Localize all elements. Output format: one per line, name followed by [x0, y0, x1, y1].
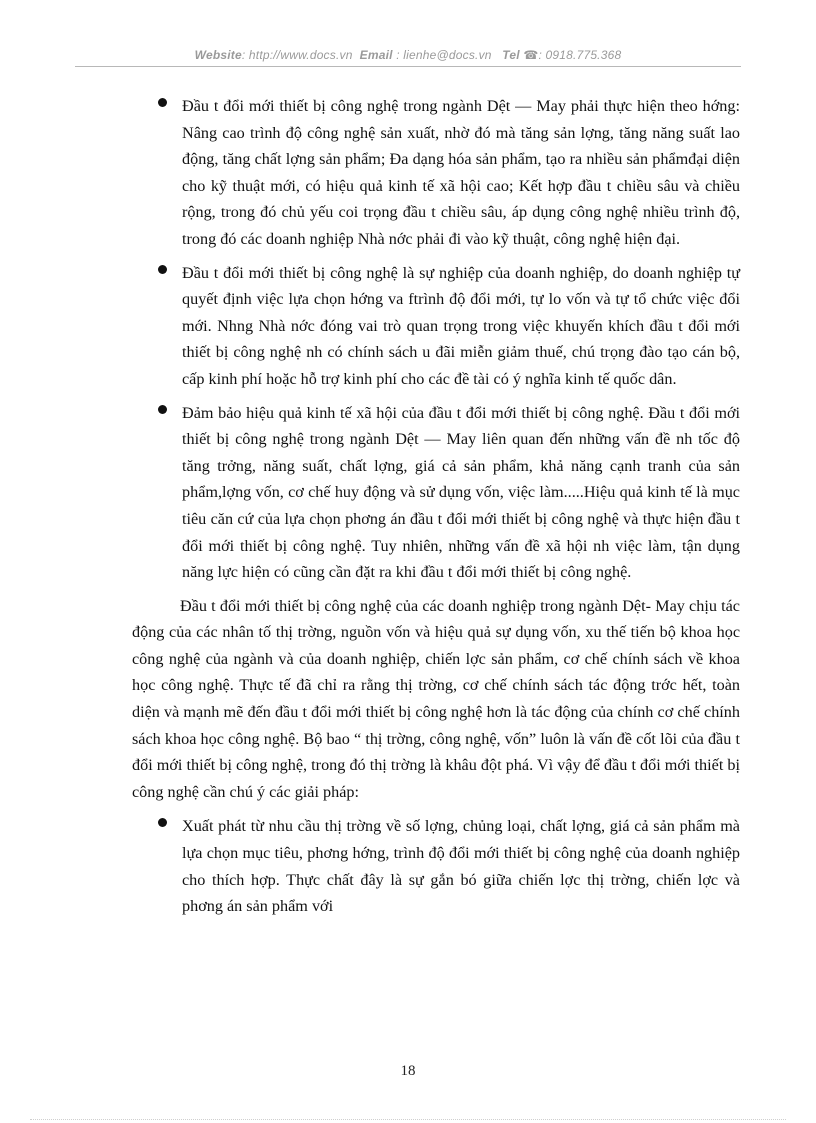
- paragraph-text: Đầu t đổi mới thiết bị công nghệ của các doanh nghiệp trong ngành Dệt- May chịu tác động của các nhân tố thị trờng, nguồn vốn và hiệu quả sự dụng vốn, xu thế tiến bộ khoa học công nghệ của ngành và của doanh nghiệp, chiến lợc sản phẩm, cơ chế chính sách về khoa học công nghệ. Thực tế đã chỉ ra rằng thị trờng, cơ chế chính sách tác động trớc hết, toàn diện và mạnh mẽ đến đầu t đổi mới thiết bị công nghệ hơn là tác động của chính cơ chế chính sách khoa học công nghệ. Bộ bao “ thị trờng, công nghệ, vốn” luôn là vấn đề cốt lõi của đầu t đổi mới thiết bị công nghệ, trong đó thị trờng là khâu đột phá. Vì vậy để đầu t đổi mới thiết bị công nghệ cần chú ý các giải pháp:: [132, 596, 740, 801]
- bullet-item: [100, 93, 740, 253]
- bullet-icon: [158, 265, 167, 274]
- bullet-icon: [158, 818, 167, 827]
- bullet-text: Đảm bảo hiệu quả kinh tế xã hội của đầu t đổi mới thiết bị công nghệ.: [182, 403, 644, 422]
- email-value: : lienhe@docs.vn: [396, 48, 492, 62]
- tel-label: Tel: [502, 48, 520, 62]
- website-label: Website: [194, 48, 242, 62]
- page-header: [0, 48, 816, 62]
- bullet-text: Đầu t đổi mới thiết bị công nghệ trong ngành Dệt — May phải thực hiện theo hớng: Nâng cao trình độ công nghệ sản xuất, nhờ đó mà tăng sản lợng, tăng năng suất lao động, tăng chất lợng sản phẩm; Đa dạng hóa sản phẩm, tạo ra nhiều sản phẩmđại diện cho kỹ thuật mới, có hiệu quả kinh tế xã hội cao; Kết hợp đầu t chiều sâu và chiều rộng, trong đó chủ yếu coi trọng đầu t chiều sâu, áp dụng công nghệ nhiều trình độ, trong đó các doanh nghiệp Nhà nớc phải đi vào kỹ thuật, công nghệ hiện đại.: [182, 97, 740, 248]
- body-paragraph: [100, 593, 740, 806]
- phone-icon: ☎: [523, 48, 539, 62]
- website-value: : http://www.docs.vn: [241, 48, 353, 62]
- bullet-icon: [158, 405, 167, 414]
- bullet-item: [100, 813, 740, 919]
- bullet-text: Đầu t đổi mới thiết bị công nghệ trong ngành Dệt — May liên quan đến những vấn đề nh tốc độ tăng trởng, năng suất, chất lợng, giá cả sản phẩm, khả năng cạnh tranh của sản phẩm,lợng vốn, cơ chế huy động và sử dụng vốn, việc làm.....Hiệu quả kinh tế là mục tiêu căn cứ của lựa chọn phơng án đầu t đổi mới thiết bị công nghệ và thực hiện đầu t đổi mới thiết bị công nghệ. Tuy nhiên, những vấn đề xã hội nh việc làm, tận dụng năng lực hiện có cũng cần đặt ra khi đầu t đổi mới thiết bị công nghệ.: [182, 403, 740, 582]
- bullet-text: Đầu t đổi mới thiết bị công nghệ là sự nghiệp của doanh nghiệp, do doanh nghiệp tự quyết định việc lựa chọn hớng va ftrình độ đổi mới, tự lo vốn và tự tổ chức việc đổi mới. Nhng Nhà nớc đóng vai trò quan trọng trong việc khuyến khích đầu t đổi mới thiết bị công nghệ nh có chính sách u đãi miễn giảm thuế, chú trọng đào tạo cán bộ, cấp kinh phí hoặc hỗ trợ kinh phí cho các đề tài có ý nghĩa kinh tế quốc dân.: [182, 263, 740, 388]
- email-label: Email: [359, 48, 393, 62]
- page-number: 18: [400, 1063, 416, 1079]
- bullet-icon: [158, 98, 167, 107]
- document-body: [100, 93, 740, 927]
- tel-value: : 0918.775.368: [538, 48, 622, 62]
- header-divider: [75, 66, 741, 67]
- bullet-text: Xuất phát từ nhu cầu thị trờng về số lợng, chủng loại, chất lợng, giá cả sản phẩm mà lựa chọn mục tiêu, phơng hớng, trình độ đổi mới thiết bị công nghệ của doanh nghiệp cho thích hợp. Thực chất đây là sự gắn bó giữa chiến lợc thị trờng, chiến lợc và phơng án sản phẩm với: [182, 817, 740, 916]
- footer-divider: [30, 1119, 786, 1120]
- bullet-item: [100, 260, 740, 393]
- bullet-item: [100, 400, 740, 586]
